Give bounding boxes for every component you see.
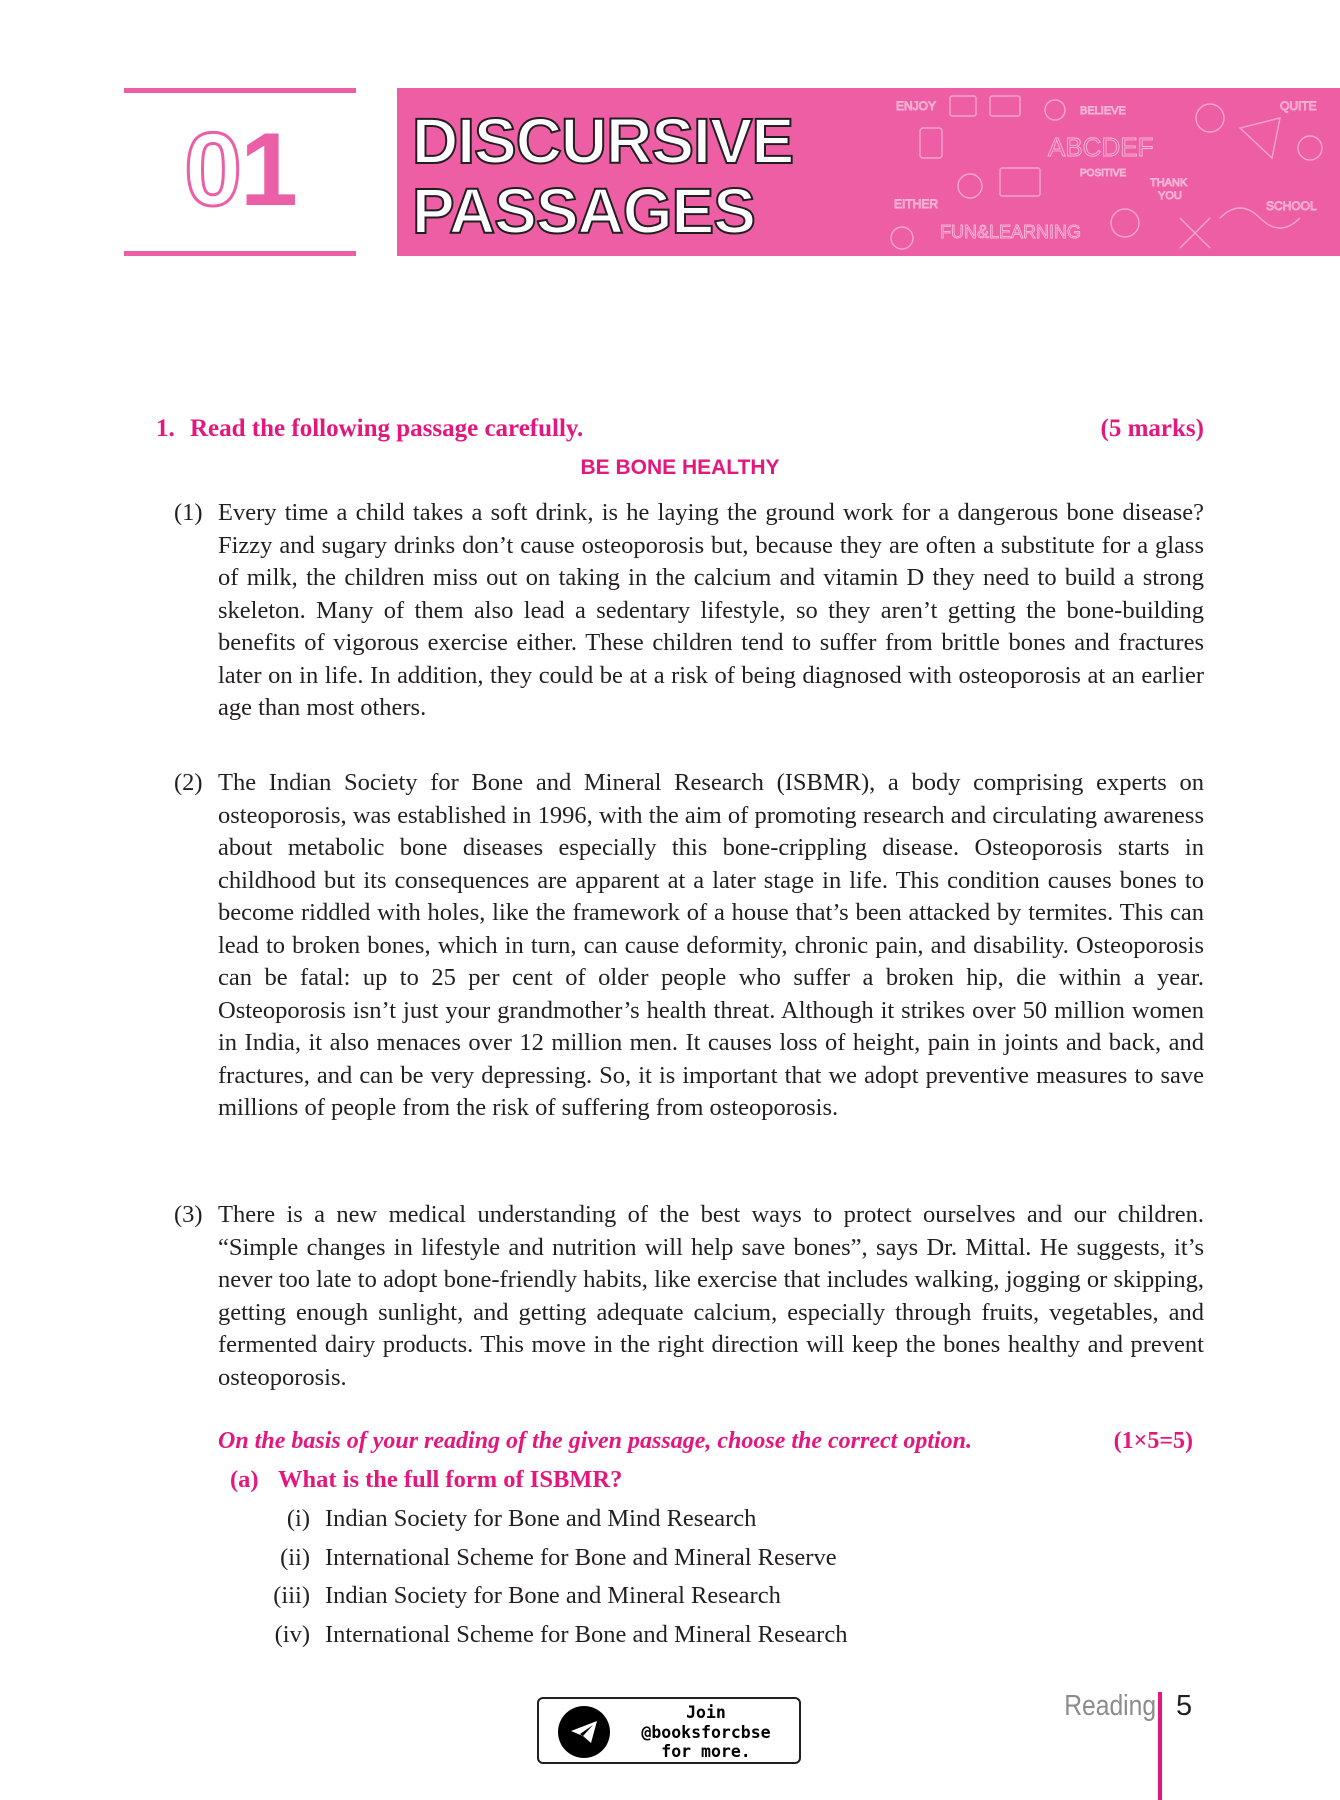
bulb-doodle xyxy=(891,227,913,249)
doodle-word: EITHER xyxy=(894,197,939,211)
sub-question xyxy=(230,1464,622,1496)
telegram-plane-icon xyxy=(558,1706,610,1758)
option-number: (ii) xyxy=(280,1543,310,1571)
book-doodle xyxy=(990,96,1020,116)
atom-doodle xyxy=(1111,209,1139,237)
chapter-rule-bottom xyxy=(124,251,356,256)
book-doodle xyxy=(950,96,976,116)
page-number: 5 xyxy=(1176,1690,1193,1722)
bulb-doodle xyxy=(1298,136,1322,160)
chapter-title-line2: PASSAGES xyxy=(412,175,755,247)
paper-plane-icon xyxy=(570,1720,598,1744)
doodle-word: SCHOOL xyxy=(1266,199,1317,213)
chapter-title xyxy=(412,106,793,246)
chapter-number-outline-digit: 0 xyxy=(184,112,240,228)
chapter-rule-top xyxy=(124,88,356,93)
doodle-word: BELIEVE xyxy=(1080,105,1126,117)
paragraph-number: (3) xyxy=(174,1201,203,1228)
option-number: (i) xyxy=(286,1505,310,1532)
section-label: Reading xyxy=(1064,1690,1157,1722)
doodle-word: YOU xyxy=(1158,190,1182,202)
chapter-title-line1: DISCURSIVE xyxy=(412,105,794,177)
doodle-word: ABCDEF xyxy=(1048,132,1154,162)
join-handle: @booksforcbse xyxy=(641,1722,771,1742)
doodle-word: ENJOY xyxy=(896,99,937,113)
question-marks: (5 marks) xyxy=(1100,415,1204,442)
doodle-word: QUITE xyxy=(1280,99,1317,113)
question-prompt: Read the following passage carefully. xyxy=(190,415,584,442)
paragraph-number: (1) xyxy=(174,499,203,526)
passage-paragraph xyxy=(174,1199,1204,1394)
paragraph-text: Every time a child takes a soft drink, is he laying the ground work for a dangerous bone disease? Fizzy and sugary drinks don’t cause osteoporosis but, because they are often a substitute for a glass of milk, the children miss out on taking in the calcium and vitamin D they need to build a strong skeleton. Many of them also lead a sedentary lifestyle, so they aren’t getting the bone-building benefits of vigorous exercise either. These children tend to suffer from brittle bones and fractures later on in life. In addition, they could be at a risk of being diagnosed with osteoporosis at an earlier age than most others. xyxy=(218,499,1204,721)
doodle-word: THANK xyxy=(1150,177,1188,189)
telegram-join-button[interactable] xyxy=(537,1697,801,1764)
passage-paragraph xyxy=(174,497,1204,725)
option-text: Indian Society for Bone and Mineral Research xyxy=(325,1582,781,1609)
option-text: International Scheme for Bone and Mineral Research xyxy=(325,1620,848,1648)
chapter-number-solid-digit: 1 xyxy=(240,112,296,228)
board-doodle xyxy=(1000,168,1040,196)
join-line: Join xyxy=(686,1703,726,1722)
doodle-word: POSITIVE xyxy=(1080,168,1127,179)
paragraph-text: There is a new medical understanding of the best ways to protect ourselves and our children. “Simple changes in lifestyle and nutrition will help save bones”, says Dr. Mittal. He suggests, it’s never too late to adopt bone-friendly habits, like exercise that includes walking, jogging or skipping, getting enough sunlight, and getting adequate calcium, especially through fruits, vegetables, and fermented dairy products. This move in the right direction will keep the bones healthy and prevent osteoporosis. xyxy=(218,1201,1204,1391)
join-text xyxy=(621,1703,791,1762)
passage-paragraph xyxy=(174,767,1204,1125)
paragraph-text: The Indian Society for Bone and Mineral Research (ISBMR), a body comprising experts on osteoporosis, was established in 1996, with the aim of promoting research and circulating awareness about metabolic bone diseases especially this bone-crippling disease. Osteoporosis starts in childhood but its consequences are apparent at a later stage in life. This condition causes bones to become riddled with holes, like the framework of a house that’s been attacked by termites. This can lead to broken bones, which in turn, can cause deformity, chronic pain, and disability. Osteoporosis can be fatal: up to 25 per cent of older people who suffer a broken hip, die within a year. Osteoporosis isn’t just your grandmother’s health threat. Although it strikes over 50 million women in India, it also menaces over 12 million men. It causes loss of height, pain in joints and back, and fractures, and can be very depressing. So, it is important that we adopt preventive measures to save millions of people from the risk of suffering from osteoporosis. xyxy=(218,769,1204,1121)
doodle-word: FUN&LEARNING xyxy=(940,222,1082,242)
doodle-pattern xyxy=(880,88,1340,256)
passage-title: BE BONE HEALTHY xyxy=(580,456,780,479)
paragraph-number: (2) xyxy=(174,769,203,796)
option-text: International Scheme for Bone and Mineral Reserve xyxy=(325,1543,837,1571)
rocket-doodle xyxy=(1240,118,1280,158)
option-text: Indian Society for Bone and Mind Research xyxy=(325,1505,757,1532)
instruction-marks: (1×5=5) xyxy=(1113,1428,1193,1454)
footer-divider xyxy=(1158,1692,1162,1800)
pencil-cup-doodle xyxy=(920,128,942,158)
clock-doodle xyxy=(958,174,982,198)
chapter-banner xyxy=(397,88,1340,256)
option-number: (iv) xyxy=(274,1620,310,1648)
globe-doodle xyxy=(1045,100,1065,120)
sub-question-label: (a) xyxy=(230,1466,259,1493)
option-number: (iii) xyxy=(273,1582,310,1609)
bulb-doodle xyxy=(1196,104,1224,132)
instruction xyxy=(218,1425,1193,1457)
chapter-number xyxy=(124,110,356,230)
instruction-text: On the basis of your reading of the given passage, choose the correct option. xyxy=(218,1428,972,1454)
sub-question-text: What is the full form of ISBMR? xyxy=(278,1466,623,1493)
ruler-doodle xyxy=(1180,218,1210,248)
join-line: for more. xyxy=(661,1742,751,1761)
question-number: 1. xyxy=(156,415,175,442)
